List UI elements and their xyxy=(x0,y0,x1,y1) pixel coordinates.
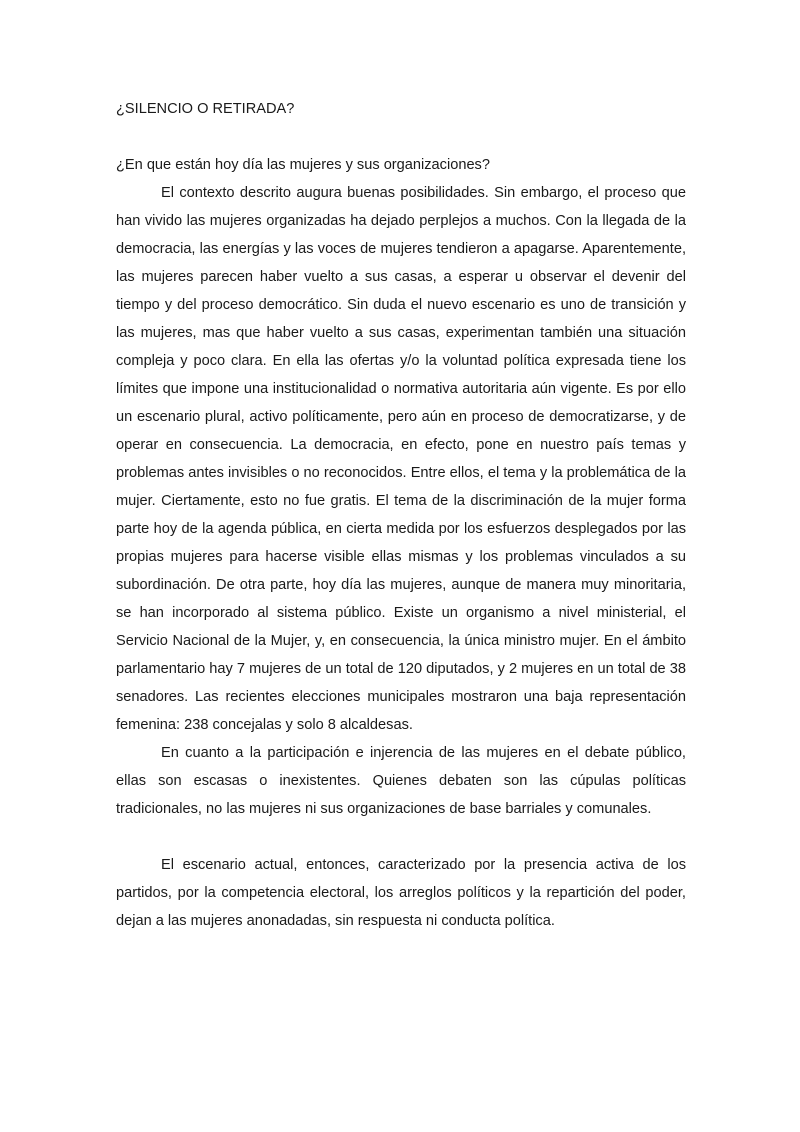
section-question: ¿En que están hoy día las mujeres y sus organizaciones? xyxy=(116,157,490,173)
document-page xyxy=(116,95,686,935)
section-title: ¿SILENCIO O RETIRADA? xyxy=(116,101,295,117)
paragraph-context: El contexto descrito augura buenas posibilidades. Sin embargo, el proceso que han vivido las mujeres organizadas ha dejado perplejos a muchos. Con la llegada de la democracia, las energías y las voces de mujeres tendieron a apagarse. Aparentemente, las mujeres parecen haber vuelto a sus casas, a esperar u observar el devenir del tiempo y del proceso democrático. Sin duda el nuevo escenario es uno de transición y las mujeres, mas que haber vuelto a sus casas, experimentan también una situación compleja y poco clara. En ella las ofertas y/o la voluntad política expresada tiene los límites que impone una institucionalidad o normativa autoritaria aún vigente. Es por ello un escenario plural, activo políticamente, pero aún en proceso de democratizarse, y de operar en consecuencia. La democracia, en efecto, pone en nuestro país temas y problemas antes invisibles o no reconocidos. Entre ellos, el tema y la problemática de la mujer. Ciertamente, esto no fue gratis. El tema de la discriminación de la mujer forma parte hoy de la agenda pública, en cierta medida por los esfuerzos desplegados por las propias mujeres para hacerse visible ellas mismas y los problemas vinculados a su subordinación. De otra parte, hoy día las mujeres, aunque de manera muy minoritaria, se han incorporado al sistema público. Existe un organismo a nivel ministerial, el Servicio Nacional de la Mujer, y, en consecuencia, la única ministro mujer. En el ámbito parlamentario hay 7 mujeres de un total de 120 diputados, y 2 mujeres en un total de 38 senadores. Las recientes elecciones municipales mostraron una baja representación femenina: 238 concejalas y solo 8 alcaldesas. xyxy=(116,185,686,733)
paragraph-current-scenario: El escenario actual, entonces, caracterizado por la presencia activa de los partidos, por la competencia electoral, los arreglos políticos y la repartición del poder, dejan a las mujeres anonadadas, sin respuesta ni conducta política. xyxy=(116,857,686,929)
paragraph-participation: En cuanto a la participación e injerencia de las mujeres en el debate público, ellas son escasas o inexistentes. Quienes debaten son las cúpulas políticas tradicionales, no las mujeres ni sus organizaciones de base barriales y comunales. xyxy=(116,745,686,817)
